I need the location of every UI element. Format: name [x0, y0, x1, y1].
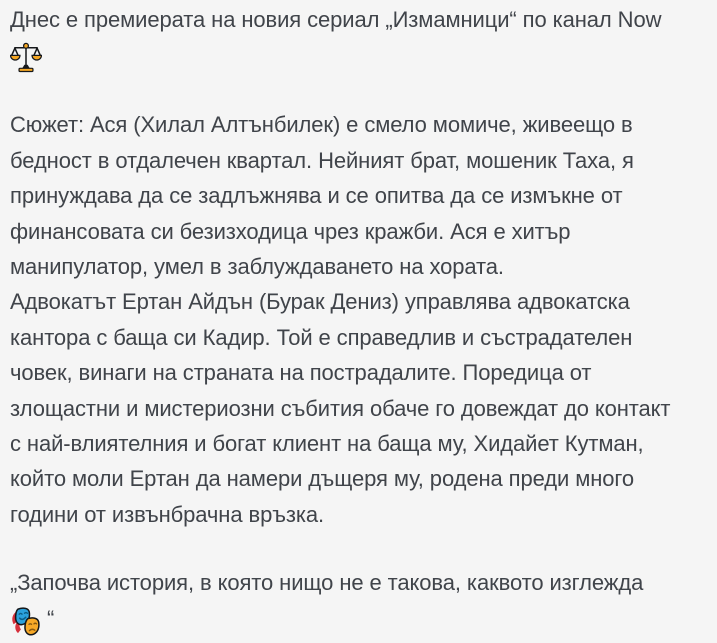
paragraph-closing-quote [10, 565, 717, 637]
closing-quote-mark: “ [47, 605, 55, 631]
paragraph-plot-synopsis: Сюжет: Ася (Хилал Алтънбилек) е смело момиче, живеещо в бедност в отдалечен квартал. Нейният брат, мошеник Таха, я принуждава да се задлъжнява и се опитва да се измъкне от финансовата си безизходица чрез кражби. Ася е хитър манипулатор, умел в заблуждаването на хората. Адвокатът Ертан Айдън (Бурак Дениз) управлява адвокатска кантора с баща си Кадир. Той е справедлив и състрадателен човек, винаги на страната на пострадалите. Поредица от злощастни и мистериозни събития обаче го довеждат до контакт с най-влиятелния и богат клиент на баща му, Хидайет Кутман, който моли Ертан да намери дъщеря му, родена преди много години от извънбрачна връзка. [10, 112, 671, 527]
paragraph-premiere-announcement [10, 2, 717, 74]
masks-emoji [10, 606, 42, 638]
quote-line: „Започва история, в която нищо не е такова, каквото изглежда [10, 570, 644, 596]
post-text-block [10, 2, 717, 638]
premiere-line: Днес е премиерата на новия сериал „Измамници“ по канал Now [10, 7, 662, 32]
scales-emoji [10, 42, 42, 74]
